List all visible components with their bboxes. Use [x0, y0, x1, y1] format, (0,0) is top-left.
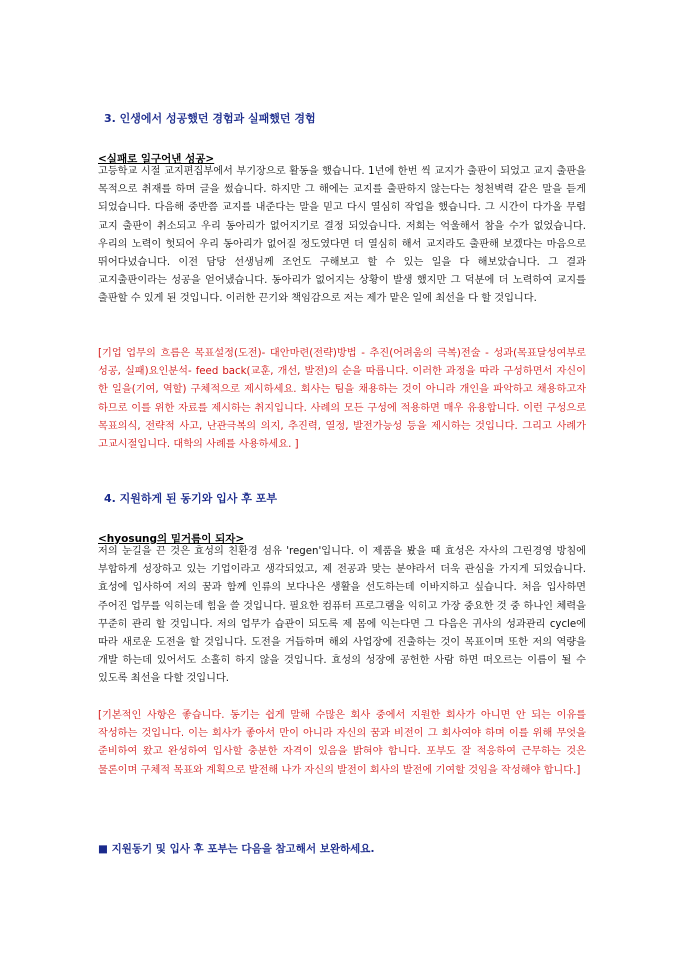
section-4-body: 저의 눈길을 끈 것은 효성의 친환경 섬유 'regen'입니다. 이 제품을 봤을 때 효성은 자사의 그린경영 방침에 부합하게 성장하고 있는 기업이라고 생각되었고, 제 전공과 맞는 분야라서 더욱 관심을 가지게 되었습니다. 효성에 입사하여 저의 꿈과 함께 인류의 보다나은 생활을 선도하는데 이바지하고 싶습니다. 처음 입사하면 주어진 업무를 익히는데 힘을 쓸 것입니다. 필요한 컴퓨터 프로그램을 익히고 가장 중요한 것 중 하나인 체력을 꾸준히 관리 할 것입니다. 저의 업무가 습관이 되도록 제 몸에 익는다면 그 다음은 귀사의 성과관리 cycle에 따라 새로운 도전을 할 것입니다. 도전을 거듭하며 해외 사업장에 진출하는 것이 목표이며 또한 저의 역량을 개발 하는데 있어서도 소홀히 하지 않을 것입니다. 효성의 성장에 공헌한 사람 하면 떠오르는 이름이 될 수 있도록 최선을 다할 것입니다. [98, 546, 586, 685]
section-3-guide: [기업 업무의 흐름은 목표설정(도전)- 대안마련(전략)방법 - 추진(어려움의 극복)전술 - 성과(목표달성여부로 성공, 실패)요인분석- feed back(교훈, 개선, 발전)의 순을 따릅니다. 이러한 과정을 따라 구성하면서 자신이 한 일을(기여, 역할) 구체적으로 제시하세요. 회사는 팀을 채용하는 것이 아니라 개인을 파악하고 채용하고자 하므로 이를 위한 자료를 제시하는 취지입니다. 사례의 모든 구성에 적용하면 매우 유용합니다. 이런 구성으로 목표의식, 전략적 사고, 난관극복의 의지, 추진력, 열정, 발전가능성 등을 제시하는 것입니다. 그리고 사례가 고교시절입니다. 대학의 사례를 사용하세요. ] [98, 348, 586, 451]
section-4-subtitle: <hyosung의 밑거름이 되자> [98, 533, 245, 545]
supplement-note: ■ 지원동기 및 입사 후 포부는 다음을 참고해서 보완하세요. [98, 843, 375, 855]
section-3-body: 고등학교 시절 교지편집부에서 부기장으로 활동을 했습니다. 1년에 한번 씩 교지가 출판이 되었고 교지 출판을 목적으로 취재를 하며 글을 썼습니다. 하지만 그 해에는 교지를 출판하지 않는다는 청천벽력 같은 말을 듣게 되었습니다. 다음해 중반쯤 교지를 내준다는 말을 믿고 다시 열심히 작업을 했습니다. 그 시간이 다가올 무렵 교지 출판이 취소되고 우리 동아리가 없어지기로 결정 되었습니다. 저희는 억울해서 참을 수가 없었습니다. 우리의 노력이 헛되어 우리 동아리가 없어질 정도였다면 더 열심히 해서 교지라도 출판해 보겠다는 마음으로 뛰어다녔습니다. 이전 담당 선생님께 조언도 구해보고 할 수 있는 일을 다 해보았습니다. 그 결과 교지출판이라는 성공을 얻어냈습니다. 동아리가 없어지는 상황이 발생 했지만 그 덕분에 더 노력하여 교지를 출판할 수 있게 된 것입니다. 이러한 끈기와 책임감으로 저는 제가 맡은 일에 최선을 다 할 것입니다. [98, 166, 586, 305]
section-3-subtitle: <실패로 일구어낸 성공> [98, 153, 215, 165]
section-3-title: 3. 인생에서 성공했던 경험과 실패했던 경험 [104, 112, 316, 125]
section-4-title: 4. 지원하게 된 동기와 입사 후 포부 [104, 492, 277, 505]
section-4-guide: [기본적인 사항은 좋습니다. 동기는 쉽게 말해 수많은 회사 중에서 지원한 회사가 아니면 안 되는 이유를 작성하는 것입니다. 이는 회사가 좋아서 만이 아니라 자신의 꿈과 비전이 그 회사여야 하며 이를 위해 무엇을 준비하여 왔고 완성하여 입사할 충분한 자격이 있음을 밝혀야 합니다. 포부도 잘 적응하여 근무하는 것은 물론이며 구체적 목표와 계획으로 발전해 나가 자신의 발전이 회사의 발전에 기여할 것임을 작성해야 합니다.] [98, 710, 586, 776]
